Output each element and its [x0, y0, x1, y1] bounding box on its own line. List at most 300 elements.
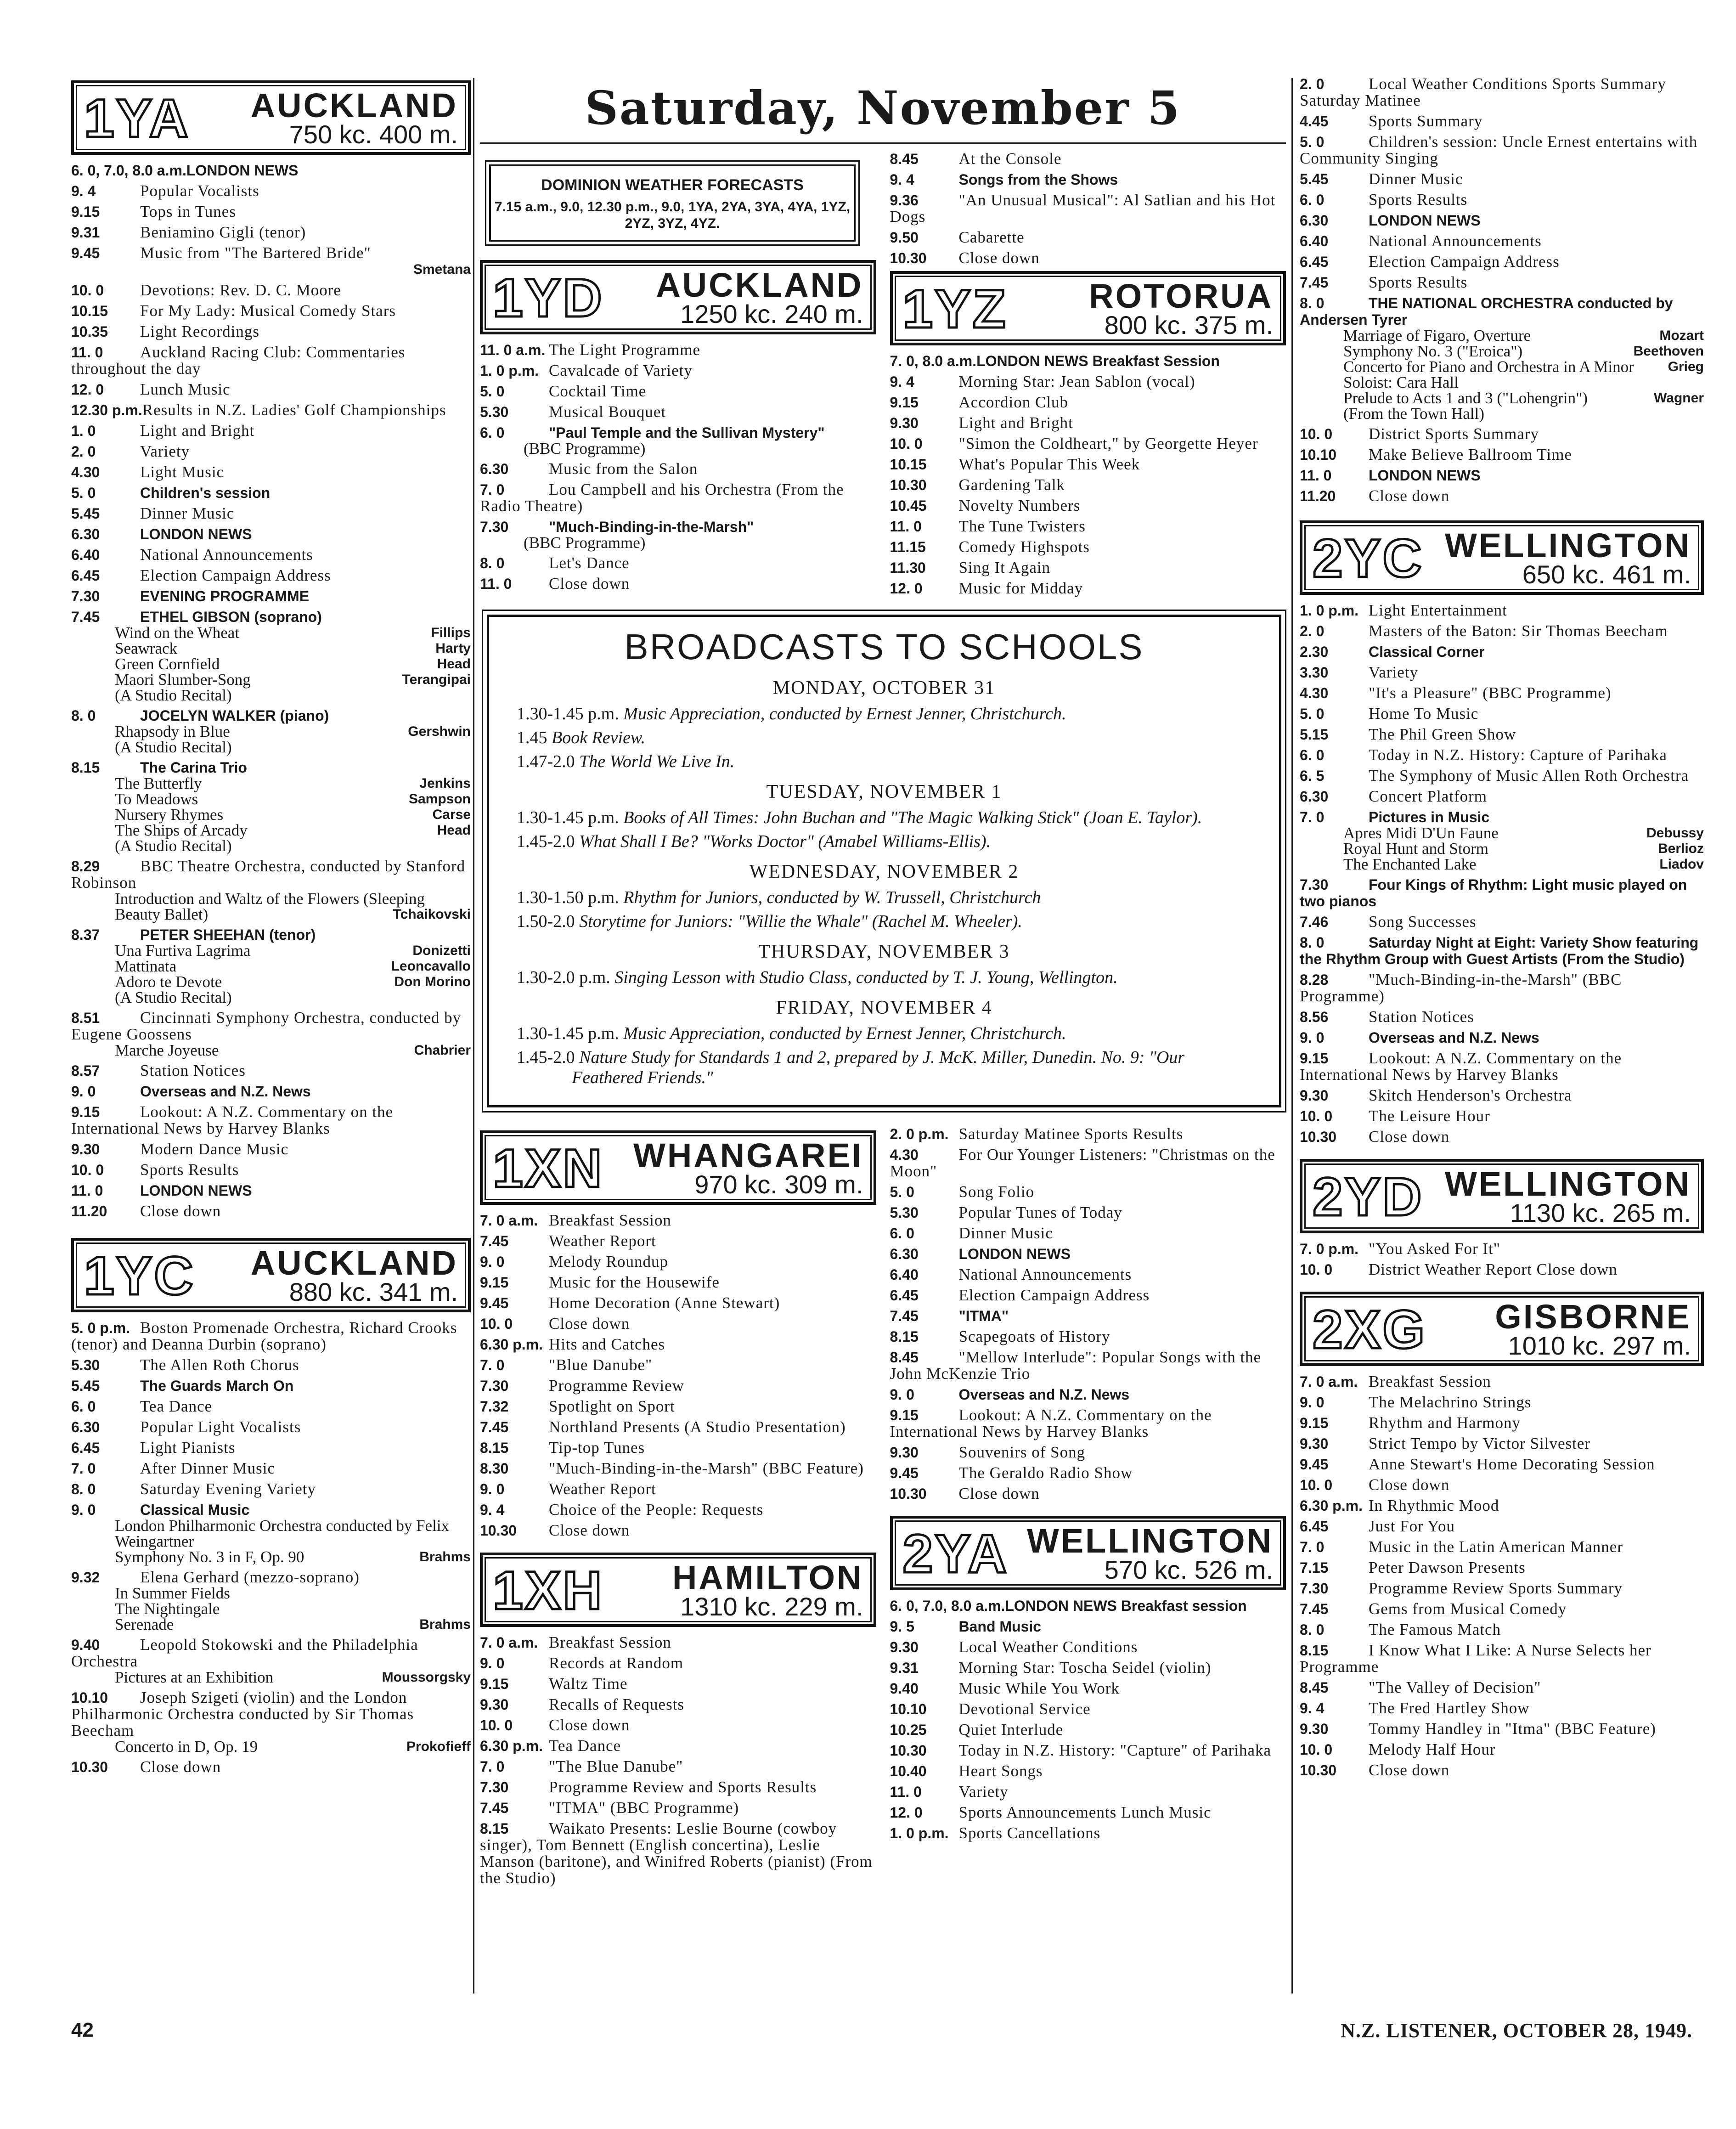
entry-time: 5.45 — [71, 505, 100, 522]
programme-entry — [890, 559, 1286, 576]
entry-title: Music for the Housewife — [549, 1273, 720, 1291]
entry-title: Today in N.Z. History: Capture of Parihaka — [1369, 746, 1667, 764]
entry-item — [71, 641, 471, 656]
entry-time: 8. 0 — [480, 555, 505, 571]
entry-time: 6.45 — [1300, 1518, 1329, 1535]
entry-item — [71, 625, 471, 641]
programme-entry — [480, 1212, 876, 1229]
programme-entry — [71, 282, 471, 299]
entry-time: 9.45 — [890, 1465, 919, 1481]
entry-time: 10. 0 — [71, 1162, 104, 1178]
programme-entry — [71, 344, 471, 377]
programme-entry — [480, 1502, 876, 1518]
item-title: Soloist: Cara Hall — [1343, 373, 1459, 391]
entry-title: Sports Announcements Lunch Music — [958, 1803, 1212, 1821]
entry-title: Saturday Evening Variety — [140, 1480, 316, 1498]
entry-title: Novelty Numbers — [958, 497, 1081, 514]
entry-title: Melody Half Hour — [1369, 1740, 1496, 1758]
schools-time: 1.47-2.0 — [517, 752, 575, 771]
programme-entry — [1300, 426, 1704, 442]
entry-time: 9.40 — [71, 1637, 100, 1653]
entry-title: Song Folio — [958, 1183, 1035, 1201]
programme-entry — [890, 394, 1286, 411]
entry-title: Sports Results — [1369, 273, 1468, 291]
entry-title: Close down — [140, 1202, 221, 1220]
programme-entry — [1300, 876, 1704, 909]
schools-time: 1.45-2.0 — [517, 1048, 575, 1067]
entry-time: 9.30 — [890, 1639, 919, 1655]
entry-title: Local Weather Conditions — [958, 1638, 1138, 1656]
item-title: Symphony No. 3 ("Eroica") — [1343, 342, 1523, 360]
entry-title: Quiet Interlude — [958, 1721, 1064, 1739]
programme-entry — [480, 461, 876, 477]
entry-title: Light and Bright — [140, 422, 255, 440]
schools-day: WEDNESDAY, NOVEMBER 2 — [749, 861, 1019, 882]
entry-time: 9.15 — [1300, 1050, 1329, 1067]
entry-time: 10.40 — [890, 1763, 927, 1779]
entry-title: Cavalcade of Variety — [549, 361, 693, 379]
schools-item — [517, 1023, 1251, 1044]
station-box-1ya — [71, 80, 471, 155]
programme-entry — [890, 1126, 1286, 1142]
entry-time: 6.30 — [71, 1419, 100, 1435]
entry-item — [71, 672, 471, 688]
programme-entry — [1300, 1642, 1704, 1675]
entry-title: The Allen Roth Chorus — [140, 1356, 299, 1374]
station-frequency: 570 kc. 526 m. — [1104, 1555, 1273, 1584]
entry-time: 5.15 — [1300, 726, 1329, 743]
schools-item — [517, 704, 1251, 724]
entry-title: Close down — [549, 575, 630, 593]
entry-title: Close down — [958, 1485, 1040, 1502]
entry-time: 9.45 — [1300, 1456, 1329, 1473]
entry-time: 9.50 — [890, 229, 919, 246]
programme-entry — [1300, 1539, 1704, 1555]
programme-entry — [1300, 706, 1704, 722]
entry-title: The Guards March On — [140, 1378, 294, 1394]
entry-title: Melody Roundup — [549, 1253, 668, 1271]
entry-item — [71, 1518, 471, 1549]
item-title: Marche Joyeuse — [115, 1041, 219, 1059]
programme-entry — [480, 1336, 876, 1353]
schools-time: 1.30-1.45 p.m. — [517, 704, 619, 723]
programme-entry — [1300, 1241, 1704, 1257]
entry-time: 5. 0 p.m. — [71, 1320, 130, 1336]
programme-entry — [480, 555, 876, 571]
station-frequency: 1250 kc. 240 m. — [680, 299, 863, 328]
entry-item — [1300, 390, 1704, 406]
schools-description: The World We Live In. — [579, 752, 735, 771]
programme-entry — [71, 183, 471, 199]
entry-title: I Know What I Like: A Nurse Selects her Programme — [1300, 1641, 1651, 1676]
entry-title: Spotlight on Sport — [549, 1397, 675, 1415]
programme-entry — [890, 539, 1286, 555]
entry-title: The Fred Hartley Show — [1369, 1699, 1530, 1717]
entry-time: 5.30 — [480, 404, 509, 420]
schools-item — [517, 808, 1251, 828]
entry-time: 7.45 — [1300, 1601, 1329, 1617]
programme-entry — [480, 1440, 876, 1456]
entry-time: 9. 0 — [71, 1083, 96, 1100]
programme-entry — [1300, 809, 1704, 872]
station-city: HAMILTON — [672, 1559, 863, 1597]
programme-entry — [71, 526, 471, 542]
entry-title: "You Asked For It" — [1369, 1240, 1501, 1258]
station-call: 1YZ — [902, 279, 1008, 339]
programme-entry — [1300, 1679, 1704, 1696]
entry-time: 7.30 — [1300, 876, 1329, 893]
entry-title: For Our Younger Listeners: "Christmas on the Moon" — [890, 1146, 1275, 1180]
entry-time: 10. 0 — [1300, 1741, 1333, 1758]
programme-entry — [480, 1274, 876, 1291]
item-composer: Mozart — [1659, 328, 1704, 343]
entry-title: Accordion Club — [958, 393, 1069, 411]
entry-time: 6. 0 — [71, 1398, 96, 1415]
entry-time: 10.30 — [71, 1759, 108, 1775]
entry-title: Tea Dance — [140, 1397, 213, 1415]
entry-title: Close down — [1369, 1476, 1450, 1494]
programme-entry — [480, 362, 876, 379]
entry-title: EVENING PROGRAMME — [140, 588, 310, 604]
entry-item — [71, 1617, 471, 1632]
programme-entry — [890, 1742, 1286, 1759]
entry-title: Music While You Work — [958, 1679, 1120, 1697]
entry-time: 7. 0 p.m. — [1300, 1241, 1359, 1257]
entry-time: 6.30 — [1300, 212, 1329, 229]
programme-entry — [1300, 914, 1704, 930]
item-composer: Head — [437, 656, 471, 672]
entry-title: Pictures in Music — [1369, 809, 1490, 825]
entry-title: "Much-Binding-in-the-Marsh" (BBC Feature) — [549, 1459, 864, 1477]
schools-time: 1.30-1.45 p.m. — [517, 1024, 619, 1043]
entry-time: 9. 0 — [890, 1386, 914, 1403]
entry-time: 9. 4 — [890, 171, 914, 188]
entry-time: 6.30 p.m. — [480, 1336, 543, 1353]
programme-entry — [480, 1460, 876, 1477]
entry-time: 10.10 — [1300, 446, 1337, 463]
entry-title: Songs from the Shows — [958, 171, 1118, 188]
entry-title: Lookout: A N.Z. Commentary on the International News by Harvey Blanks — [890, 1406, 1212, 1440]
programme-entry — [71, 1440, 471, 1456]
programme-entry — [1300, 1518, 1704, 1535]
entry-time: 9. 0 — [480, 1481, 505, 1497]
schools-day: TUESDAY, NOVEMBER 1 — [766, 781, 1002, 802]
entry-item — [71, 776, 471, 791]
entry-time: 10.35 — [71, 323, 108, 340]
entry-time: 1. 0 p.m. — [1300, 602, 1359, 619]
entry-title: Saturday Night at Eight: Variety Show featuring the Rhythm Group with Guest Artists (From the Studio) — [1300, 934, 1699, 967]
entry-time: 6.45 — [1300, 254, 1329, 270]
programme-entry — [890, 1825, 1286, 1841]
entry-title: Results in N.Z. Ladies' Golf Championships — [142, 401, 446, 419]
entry-time: 5.30 — [890, 1204, 919, 1221]
item-composer: Head — [437, 823, 471, 838]
programme-entry — [890, 1722, 1286, 1738]
entry-time: 6.30 p.m. — [480, 1738, 543, 1754]
entry-title: "Much-Binding-in-the-Marsh" — [549, 519, 754, 535]
entry-title: Popular Vocalists — [140, 182, 259, 200]
entry-title: Peter Dawson Presents — [1369, 1559, 1526, 1576]
item-title: To Meadows — [115, 790, 198, 808]
entry-time: 4.30 — [71, 464, 100, 480]
station-box-1yd — [480, 260, 876, 334]
entry-time: 6.45 — [71, 567, 100, 584]
entry-title: Breakfast Session — [549, 1211, 671, 1229]
entry-title: Dinner Music — [140, 504, 235, 522]
programme-entry — [71, 858, 471, 922]
programme-entry — [890, 1349, 1286, 1382]
entry-title: Light Entertainment — [1369, 601, 1507, 619]
programme-entry — [1300, 446, 1704, 463]
entry-time: 7. 0 — [71, 1460, 96, 1477]
top-split — [480, 144, 1286, 601]
entry-time: 5. 0 — [1300, 706, 1325, 722]
programme-entry — [890, 497, 1286, 514]
programme-entry — [890, 435, 1286, 452]
schools-time: 1.30-1.45 p.m. — [517, 808, 619, 827]
item-composer: Brahms — [419, 1617, 471, 1632]
item-composer: Donizetti — [412, 943, 471, 958]
entry-title: Close down — [958, 249, 1040, 267]
schools-description: Storytime for Juniors: "Willie the Whale" (Rachel M. Wheeler). — [579, 912, 1022, 931]
programme-entry — [890, 1266, 1286, 1283]
programme-entry — [71, 323, 471, 340]
schools-description: What Shall I Be? "Works Doctor" (Amabel Williams-Ellis). — [579, 832, 991, 851]
entry-item — [1300, 841, 1704, 857]
entry-time: 1. 0 — [71, 423, 96, 439]
programme-entry — [890, 373, 1286, 390]
entry-time: 9. 4 — [480, 1502, 505, 1518]
entry-title: Auckland Racing Club: Commentaries throughout the day — [71, 343, 406, 378]
entry-title: Gardening Talk — [958, 476, 1065, 494]
programme-entry — [71, 1083, 471, 1100]
entry-time: 2. 0 — [1300, 623, 1325, 639]
entry-title: Breakfast Session — [549, 1633, 671, 1651]
programme-entry — [1300, 685, 1704, 701]
entry-title: Musical Bouquet — [549, 403, 666, 421]
entry-title: The Melachrino Strings — [1369, 1393, 1532, 1411]
entry-title: What's Popular This Week — [958, 455, 1140, 473]
entry-title: "Mellow Interlude": Popular Songs with the John McKenzie Trio — [890, 1348, 1262, 1383]
item-composer: Leoncavallo — [391, 959, 471, 974]
entry-time: 2. 0 — [1300, 76, 1325, 92]
station-frequency: 970 kc. 309 m. — [694, 1170, 863, 1199]
entry-item — [1300, 359, 1704, 375]
programme-1ya — [71, 162, 471, 1220]
entry-time: 7.45 — [71, 609, 100, 625]
programme-entry — [71, 303, 471, 319]
entry-title: Elena Gerhard (mezzo-soprano) — [140, 1568, 360, 1586]
entry-time: 9.30 — [1300, 1721, 1329, 1737]
entry-time: 4.30 — [1300, 685, 1329, 701]
programme-entry — [71, 423, 471, 439]
entry-time: 6.40 — [1300, 233, 1329, 249]
entry-time: 7.30 — [1300, 1580, 1329, 1597]
schools-time: 1.30-1.50 p.m. — [517, 888, 619, 907]
entry-title: Variety — [958, 1783, 1009, 1801]
entry-title: National Announcements — [140, 546, 313, 564]
entry-title: At the Console — [958, 150, 1062, 168]
entry-item — [71, 823, 471, 838]
column-middle — [480, 76, 1286, 1891]
schools-description: Rhythm for Juniors, conducted by W. Trussell, Christchurch — [623, 888, 1041, 907]
entry-time: 8.15 — [480, 1820, 509, 1837]
item-composer: Brahms — [419, 1549, 471, 1564]
programme-entry — [71, 505, 471, 522]
programme-entry — [1300, 171, 1704, 187]
schools-time: 1.30-2.0 p.m. — [517, 968, 610, 987]
entry-title: Close down — [549, 1521, 630, 1539]
entry-title: LONDON NEWS — [1369, 212, 1481, 229]
station-city: WHANGAREI — [633, 1136, 863, 1175]
programme-1yd — [480, 342, 876, 592]
entry-time: 6.30 — [480, 461, 509, 477]
entry-title: Just For You — [1369, 1517, 1455, 1535]
entry-time: 7. 0 — [480, 1758, 505, 1775]
entry-item — [71, 990, 471, 1005]
entry-title: Sports Summary — [1369, 112, 1483, 130]
programme-entry — [1300, 1108, 1704, 1124]
item-composer: Chabrier — [414, 1043, 471, 1058]
entry-title: LONDON NEWS — [958, 1246, 1071, 1262]
entry-item — [71, 891, 471, 922]
entry-time: 7. 0, 8.0 a.m. — [890, 353, 977, 369]
entry-title: Variety — [140, 442, 190, 460]
entry-time: 9.15 — [71, 1104, 100, 1120]
entry-title: After Dinner Music — [140, 1459, 276, 1477]
page-number: 42 — [71, 2019, 94, 2041]
entry-time: 9. 0 — [1300, 1029, 1325, 1046]
entry-title: Beniamino Gigli (tenor) — [140, 223, 306, 241]
schools-time: 1.50-2.0 — [517, 912, 575, 931]
programme-entry — [890, 1784, 1286, 1800]
item-title: In Summer Fields — [115, 1584, 230, 1602]
entry-title: Cincinnati Symphony Orchestra, conducted by Eugene Goossens — [71, 1009, 462, 1043]
item-title: (A Studio Recital) — [115, 988, 232, 1006]
programme-entry — [890, 250, 1286, 266]
entry-title: Northland Presents (A Studio Presentation) — [549, 1418, 846, 1436]
station-city: WELLINGTON — [1026, 1522, 1273, 1560]
column-right — [1300, 76, 1704, 1783]
entry-item — [71, 838, 471, 854]
entry-time: 8.29 — [71, 858, 100, 875]
item-title: Maori Slumber-Song — [115, 671, 251, 689]
entry-time: 5.30 — [71, 1357, 100, 1373]
entry-time: 9. 0 — [480, 1254, 505, 1270]
entry-title: "Paul Temple and the Sullivan Mystery" — [549, 424, 825, 441]
programme-1yd-continued — [890, 151, 1286, 266]
entry-title: Comedy Highspots — [958, 538, 1090, 556]
entry-title: National Announcements — [958, 1265, 1132, 1283]
programme-entry — [1300, 602, 1704, 619]
entry-time: 7.15 — [1300, 1559, 1329, 1576]
schools-item — [517, 967, 1251, 988]
entry-time: 12. 0 — [890, 580, 923, 597]
programme-entry — [890, 1225, 1286, 1242]
programme-entry — [890, 1386, 1286, 1403]
entry-time: 7.45 — [480, 1419, 509, 1435]
programme-entry — [71, 1689, 471, 1755]
entry-item — [1300, 406, 1704, 422]
entry-title: Dinner Music — [958, 1224, 1053, 1242]
entry-item — [71, 688, 471, 703]
schools-item — [517, 751, 1251, 772]
entry-title: Home Decoration (Anne Stewart) — [549, 1294, 780, 1312]
entry-time: 9.15 — [480, 1676, 509, 1692]
entry-item — [71, 943, 471, 959]
entry-time: 7.45 — [480, 1800, 509, 1816]
entry-title: BBC Theatre Orchestra, conducted by Stanford Robinson — [71, 857, 466, 892]
programme-entry — [480, 1254, 876, 1270]
entry-time: 9. 4 — [890, 373, 914, 390]
item-composer: Prokofieff — [406, 1739, 471, 1754]
programme-entry — [480, 1316, 876, 1332]
entry-item — [71, 1549, 471, 1565]
programme-entry — [890, 1287, 1286, 1304]
item-title: The Enchanted Lake — [1343, 855, 1477, 873]
item-composer: Harty — [435, 641, 471, 656]
entry-time: 10. 0 — [1300, 426, 1333, 442]
entry-title: Home To Music — [1369, 705, 1479, 723]
programme-entry — [71, 1357, 471, 1373]
programme-entry — [71, 485, 471, 501]
entry-time: 12. 0 — [890, 1804, 923, 1821]
station-box-1xn — [480, 1130, 876, 1205]
publication-footer: N.Z. LISTENER, OCTOBER 28, 1949. — [1341, 2019, 1692, 2042]
entry-time: 10.30 — [890, 1742, 927, 1759]
programme-entry — [1300, 467, 1704, 484]
entry-time: 11. 0 — [1300, 467, 1332, 484]
entry-time: 10.15 — [71, 303, 108, 319]
item-title: Concerto for Piano and Orchestra in A Minor — [1343, 358, 1634, 376]
entry-title: Tip-top Tunes — [549, 1439, 645, 1457]
entry-time: 2. 0 p.m. — [890, 1126, 949, 1142]
programme-entry — [890, 477, 1286, 493]
entry-title: Song Successes — [1369, 913, 1477, 931]
station-frequency: 750 kc. 400 m. — [289, 120, 458, 149]
schools-item — [517, 911, 1251, 932]
programme-entry — [1300, 1394, 1704, 1411]
entry-title: Close down — [1369, 487, 1450, 505]
entry-time: 4.45 — [1300, 113, 1329, 130]
entry-time: 12. 0 — [71, 381, 104, 398]
programme-entry — [890, 1407, 1286, 1440]
entry-title: Children's session: Uncle Ernest entertains with Community Singing — [1300, 133, 1698, 167]
item-composer: Don Morino — [394, 974, 471, 989]
entry-item — [71, 1586, 471, 1601]
entry-title: Lookout: A N.Z. Commentary on the International News by Harvey Blanks — [71, 1103, 394, 1137]
schools-day: MONDAY, OCTOBER 31 — [772, 678, 996, 699]
entry-item — [71, 1601, 471, 1617]
entry-title: National Announcements — [1369, 232, 1542, 250]
entry-time: 8.15 — [480, 1440, 509, 1456]
entry-time: 7. 0 a.m. — [1300, 1373, 1358, 1390]
entry-time: 6. 0 — [1300, 192, 1325, 208]
entry-title: Let's Dance — [549, 554, 630, 572]
entry-item — [1300, 375, 1704, 390]
entry-item — [71, 959, 471, 974]
station-box-2ya — [890, 1516, 1286, 1590]
programme-entry — [1300, 1373, 1704, 1390]
entry-time: 6.30 — [1300, 788, 1329, 805]
schools-description: Music Appreciation, conducted by Ernest Jenner, Christchurch. — [623, 1024, 1066, 1043]
programme-entry — [890, 518, 1286, 535]
entry-time: 9.15 — [71, 203, 100, 220]
entry-title: LONDON NEWS Breakfast session — [1005, 1598, 1247, 1614]
programme-entry — [71, 224, 471, 241]
programme-entry — [890, 1660, 1286, 1676]
item-title: Marriage of Figaro, Overture — [1343, 327, 1531, 344]
